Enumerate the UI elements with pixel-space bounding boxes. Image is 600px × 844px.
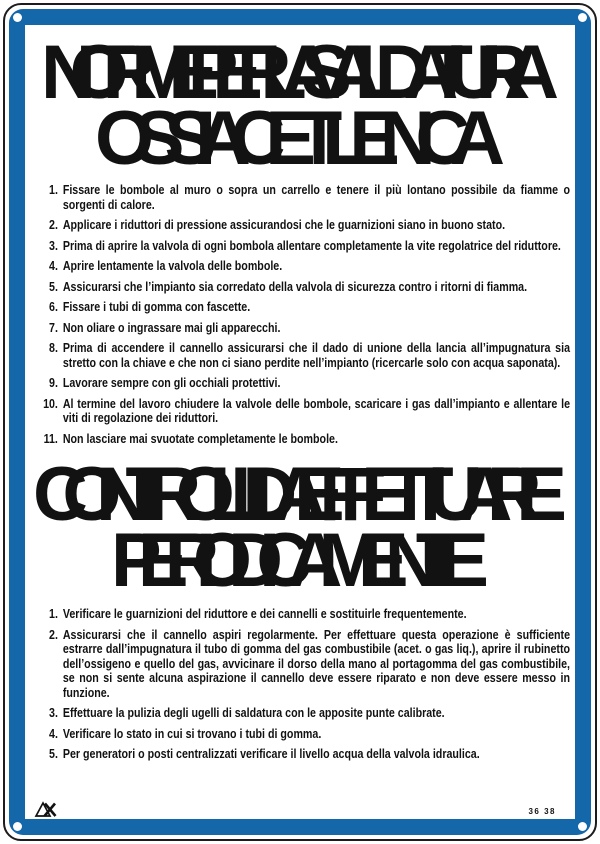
title-saldatura-line2: OSSIACETILENICA: [95, 96, 505, 181]
sign-content: [30, 26, 570, 818]
rule-item: [30, 183, 570, 212]
title-controlli: [30, 452, 570, 603]
rule-number: 5.: [49, 746, 58, 761]
rule-item: [30, 727, 570, 742]
rule-text: Verificare le guarnizioni del riduttore e dei cannelli e sostituirle frequentemente.: [62, 606, 467, 621]
rule-text: Verificare lo stato in cui si trovano i tubi di gomma.: [62, 725, 322, 741]
rule-text: Per generatori o posti centralizzati verificare il livello acqua della valvola idraulica.: [62, 746, 480, 761]
rule-number: 1.: [49, 606, 58, 621]
title-controlli-line1: CONTROLLI DA EFFETTUARE: [33, 452, 567, 537]
rule-number: 3.: [49, 237, 58, 253]
rule-item: [30, 432, 570, 447]
rule-item: [30, 397, 570, 426]
rule-text: Applicare i riduttori di pressione assicurandosi che le guarnizioni siano in buono stato.: [62, 217, 506, 232]
rule-number: 7.: [49, 319, 58, 335]
title-controlli-line2: PERIODICAMENTE: [111, 518, 489, 603]
rule-number: 11.: [43, 430, 58, 446]
catalog-code: 36 38: [528, 807, 556, 816]
rule-item: [30, 628, 570, 701]
rule-text: Prima di aprire la valvola di ogni bombola allentare completamente la vite regolatrice del riduttore.: [62, 237, 561, 253]
rule-number: 9.: [49, 375, 58, 390]
rules-controlli-list: [30, 607, 570, 762]
rule-text: Al termine del lavoro chiudere la valvole delle bombole, scaricare i gas dall’impianto e allentare le viti di regolazione dei riduttori.: [62, 395, 571, 425]
rule-text: Non oliare o ingrassare mai gli apparecchi.: [62, 319, 281, 335]
rule-number: 3.: [49, 705, 58, 720]
title-saldatura-line1: NORME PER LA SALDATURA: [41, 30, 559, 115]
rule-number: 8.: [49, 340, 58, 355]
rule-text: Fissare le bombole al muro o sopra un carrello e tenere il più lontano possibile da fiamme o sorgenti di calore.: [62, 182, 571, 212]
sign-footer: [34, 800, 556, 818]
rule-item: [30, 706, 570, 721]
rule-text: Fissare i tubi di gomma con fascette.: [62, 299, 251, 314]
rule-text: Aprire lentamente la valvola delle bombole.: [62, 258, 283, 273]
rule-item: [30, 341, 570, 370]
rule-number: 1.: [49, 182, 58, 197]
mounting-hole-bottom-left: [13, 822, 22, 831]
rule-item: [30, 376, 570, 391]
rule-item: [30, 280, 570, 295]
rule-number: 4.: [49, 725, 58, 741]
rule-item: [30, 607, 570, 622]
rule-text: Non lasciare mai svuotate completamente le bombole.: [62, 430, 338, 446]
rule-number: 4.: [49, 258, 58, 273]
rule-text: Prima di accendere il cannello assicurarsi che il dado di unione della lancia all’impugnatura sia stretto con la chiave e che non ci siano perdite nell’impianto (ricercarle solo con acqua saponata).: [62, 340, 571, 370]
rule-item: [30, 218, 570, 233]
rule-item: [30, 300, 570, 315]
rule-item: [30, 321, 570, 336]
title-saldatura: [30, 30, 570, 181]
manufacturer-logo-icon: [34, 800, 58, 818]
rule-text: Lavorare sempre con gli occhiali protettivi.: [62, 375, 281, 390]
rule-text: Assicurarsi che l’impianto sia corredato della valvola di sicurezza contro i ritorni di fiamma.: [62, 278, 528, 294]
rule-item: [30, 747, 570, 762]
rule-number: 10.: [43, 395, 58, 411]
rule-number: 2.: [49, 217, 58, 232]
rule-item: [30, 239, 570, 254]
rule-number: 6.: [49, 299, 58, 314]
mounting-hole-bottom-right: [578, 822, 587, 831]
rule-item: [30, 259, 570, 274]
rules-saldatura-list: [30, 183, 570, 446]
rule-text: Assicurarsi che il cannello aspiri regolarmente. Per effettuare questa operazione è sufficiente estrarre dall’impugnatura il tubo di gomma del gas combustibile (acet. o gas liq.), aprire il rubinetto dell’ossigeno e quello del gas, avvicinare il dorso della mano al portagomma del gas combustibile, se non si sente alcuna aspirazione il cannello deve essere riparato e non deve essere messo in funzione.: [62, 626, 571, 700]
mounting-hole-top-left: [13, 13, 22, 22]
rule-number: 2.: [49, 626, 58, 642]
mounting-hole-top-right: [578, 13, 587, 22]
rule-text: Effettuare la pulizia degli ugelli di saldatura con le apposite punte calibrate.: [62, 705, 445, 720]
rule-number: 5.: [49, 278, 58, 294]
